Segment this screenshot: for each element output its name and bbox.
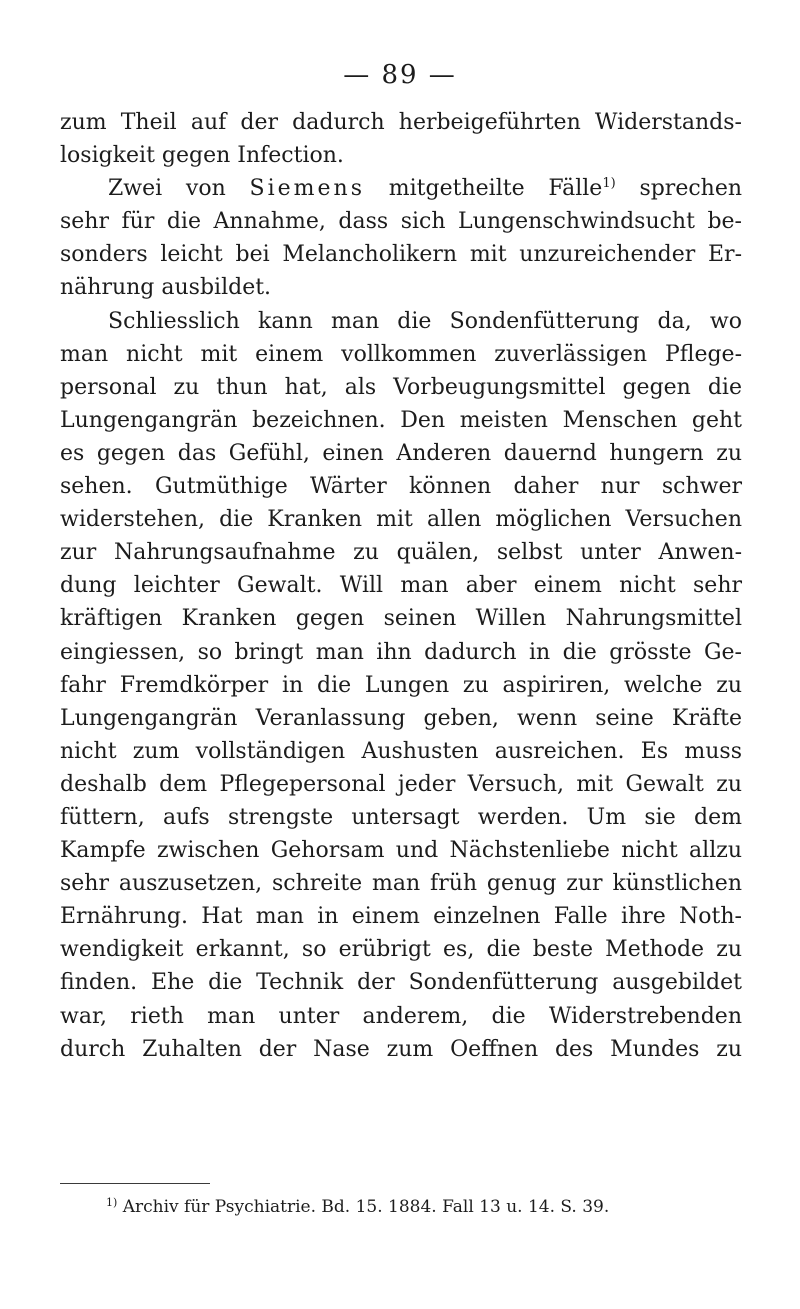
text-line: personal zu thun hat, als Vorbeugungsmittel gegen die <box>60 374 742 400</box>
text-line: sehr für die Annahme, dass sich Lungenschwindsucht be- <box>60 209 742 235</box>
text-line: finden. Ehe die Technik der Sondenfütterung ausgebildet <box>60 970 742 996</box>
text-line <box>60 172 742 205</box>
text-fragment: sprechen <box>639 176 743 202</box>
text-line: deshalb dem Pflegepersonal jeder Versuch, mit Gewalt zu <box>60 771 742 797</box>
author-name: Siemens <box>249 176 366 202</box>
text-fragment: mitgetheilte Fälle <box>388 176 603 202</box>
text-line: fahr Fremdkörper in die Lungen zu aspiriren, welche zu <box>60 672 742 698</box>
footnote-marker: 1) <box>106 1196 118 1209</box>
text-line: Ernährung. Hat man in einem einzelnen Falle ihre Noth- <box>60 904 742 930</box>
text-line: nicht zum vollständigen Aushusten ausreichen. Es muss <box>60 738 742 764</box>
text-line: Lungengangrän Veranlassung geben, wenn seine Kräfte <box>60 705 742 731</box>
text-fragment: Zwei von <box>108 176 226 202</box>
page-number: — 89 — <box>343 60 457 90</box>
footnote <box>106 1195 746 1219</box>
text-line: füttern, aufs strengste untersagt werden. Um sie dem <box>60 804 742 830</box>
text-line: dung leichter Gewalt. Will man aber einem nicht sehr <box>60 573 742 599</box>
text-line: widerstehen, die Kranken mit allen möglichen Versuchen <box>60 507 742 533</box>
text-line: eingiessen, so bringt man ihn dadurch in die grösste Ge- <box>60 639 742 665</box>
text-line: zur Nahrungsaufnahme zu quälen, selbst unter Anwen- <box>60 540 742 566</box>
body-text <box>60 106 742 1066</box>
footnote-divider <box>60 1183 210 1184</box>
text-line: kräftigen Kranken gegen seinen Willen Nahrungsmittel <box>60 606 742 632</box>
text-line: es gegen das Gefühl, einen Anderen dauernd hungern zu <box>60 440 742 466</box>
footnote-text: Archiv für Psychiatrie. Bd. 15. 1884. Fall 13 u. 14. S. 39. <box>122 1197 610 1217</box>
text-line: Schliesslich kann man die Sondenfütterung da, wo <box>108 308 742 334</box>
text-line: losigkeit gegen Infection. <box>60 143 344 169</box>
footnote-reference: 1) <box>602 176 616 192</box>
text-line: sonders leicht bei Melancholikern mit unzureichender Er- <box>60 242 742 268</box>
text-line: wendigkeit erkannt, so erübrigt es, die beste Methode zu <box>60 937 742 963</box>
text-line: sehr auszusetzen, schreite man früh genug zur künstlichen <box>60 871 742 897</box>
text-line: sehen. Gutmüthige Wärter können daher nur schwer <box>60 474 742 500</box>
text-line: man nicht mit einem vollkommen zuverlässigen Pflege- <box>60 341 742 367</box>
text-line: durch Zuhalten der Nase zum Oeffnen des Mundes zu <box>60 1036 742 1062</box>
text-line: Lungengangrän bezeichnen. Den meisten Menschen geht <box>60 407 742 433</box>
text-line: war, rieth man unter anderem, die Widerstrebenden <box>60 1003 742 1029</box>
text-line: Kampfe zwischen Gehorsam und Nächstenliebe nicht allzu <box>60 838 742 864</box>
text-line: zum Theil auf der dadurch herbeigeführten Widerstands- <box>60 110 742 135</box>
text-line: nährung ausbildet. <box>60 275 272 301</box>
